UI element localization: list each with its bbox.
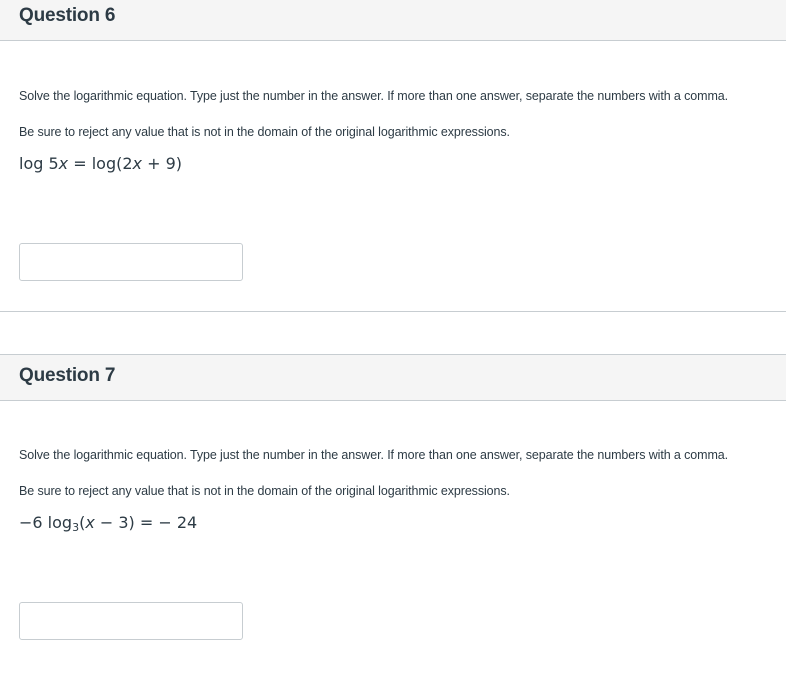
- question-header: [0, 355, 786, 401]
- equation-part: = log(2: [68, 154, 133, 173]
- question-equation: [19, 513, 197, 532]
- equation-variable: x: [132, 154, 142, 173]
- equation-part: − 3) = − 24: [94, 513, 198, 532]
- answer-input[interactable]: [19, 243, 243, 281]
- question-7: [0, 354, 786, 675]
- question-note: Be sure to reject any value that is not in the domain of the original logarithmic expressions.: [19, 125, 510, 139]
- question-title: Question 7: [19, 365, 116, 386]
- equation-part: log 5: [19, 154, 59, 173]
- question-6: [0, 0, 786, 312]
- answer-input[interactable]: [19, 602, 243, 640]
- question-instruction: Solve the logarithmic equation. Type just the number in the answer. If more than one answer, separate the numbers with a comma.: [19, 89, 728, 103]
- question-equation: [19, 154, 182, 173]
- equation-base: 3: [72, 521, 80, 534]
- equation-part: + 9): [141, 154, 182, 173]
- question-header: [0, 0, 786, 41]
- question-instruction: Solve the logarithmic equation. Type just the number in the answer. If more than one answer, separate the numbers with a comma.: [19, 448, 728, 462]
- question-note: Be sure to reject any value that is not in the domain of the original logarithmic expressions.: [19, 484, 510, 498]
- question-title: Question 6: [19, 5, 116, 26]
- equation-variable: x: [85, 513, 95, 532]
- equation-variable: x: [58, 154, 69, 173]
- equation-part: (: [79, 513, 86, 532]
- equation-part: −6 log: [19, 513, 73, 532]
